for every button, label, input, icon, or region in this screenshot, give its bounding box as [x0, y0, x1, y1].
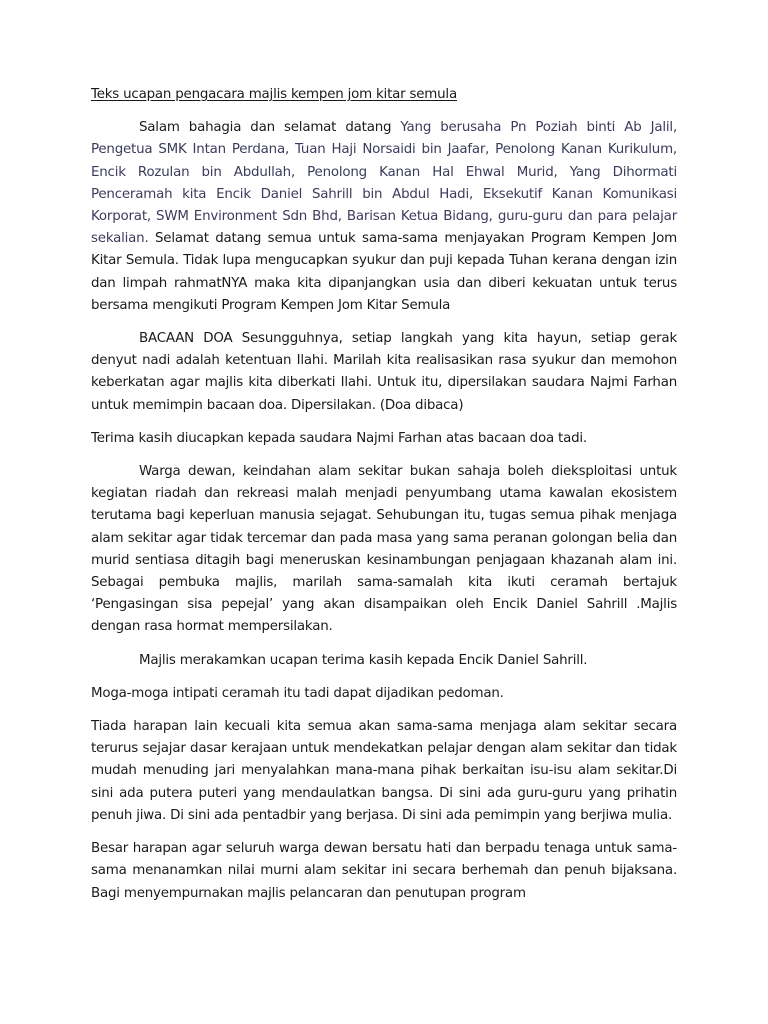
paragraph-alam-sekitar: Warga dewan, keindahan alam sekitar bukan sahaja boleh dieksploitasi untuk kegiatan riadah dan rekreasi malah menjadi penyumbang utama kawalan ekosistem terutama bagi keperluan manusia sejagat. Sehubungan itu, tugas semua pihak menjaga alam sekitar agar tidak tercemar dan pada masa yang sama peranan golongan belia dan murid sentiasa ditagih bagi meneruskan kesinambungan penjagaan khazanah alam ini. Sebagai pembuka majlis, marilah sama-samalah kita ikuti ceramah bertajuk ‘Pengasingan sisa pepejal’ yang akan disampaikan oleh Encik Daniel Sahrill .Majlis dengan rasa hormat mempersilakan.	[91, 464, 677, 635]
document-page	[91, 84, 677, 916]
paragraph-penutup: Besar harapan agar seluruh warga dewan bersatu hati dan berpadu tenaga untuk sama-sama menanamkan nilai murni alam sekitar ini secara berhemah dan penuh bijaksana. Bagi menyempurnakan majlis pelancaran dan penutupan program	[91, 841, 677, 901]
welcome-lead: Salam bahagia dan selamat datang	[139, 120, 401, 136]
paragraph-thanks-doa: Terima kasih diucapkan kepada saudara Najmi Farhan atas bacaan doa tadi.	[91, 430, 587, 446]
paragraph-harapan: Tiada harapan lain kecuali kita semua akan sama-sama menjaga alam sekitar secara terurus sejajar dasar kerajaan untuk mendekatkan pelajar dengan alam sekitar dan tidak mudah menuding jari menyalahkan mana-mana pihak berkaitan isu-isu alam sekitar.Di sini ada putera puteri yang mendaulatkan bangsa. Di sini ada guru-guru yang prihatin penuh jiwa. Di sini ada pentadbir yang berjasa. Di sini ada pemimpin yang berjiwa mulia.	[91, 719, 677, 823]
paragraph-welcome	[91, 117, 677, 317]
paragraph-pedoman: Moga-moga intipati ceramah itu tadi dapat dijadikan pedoman.	[91, 685, 504, 701]
document-title: Teks ucapan pengacara majlis kempen jom kitar semula	[91, 87, 457, 102]
paragraph-doa: BACAAN DOA Sesungguhnya, setiap langkah yang kita hayun, setiap gerak denyut nadi adalah ketentuan Ilahi. Marilah kita realisasikan rasa syukur dan memohon keberkatan agar majlis kita diberkati Ilahi. Untuk itu, dipersilakan saudara Najmi Farhan untuk memimpin bacaan doa. Dipersilakan. (Doa dibaca)	[91, 331, 677, 413]
paragraph-thanks-speaker: Majlis merakamkan ucapan terima kasih kepada Encik Daniel Sahrill.	[139, 652, 588, 668]
welcome-rest: Selamat datang semua untuk sama-sama menjayakan Program Kempen Jom Kitar Semula. Tidak lupa mengucapkan syukur dan puji kepada Tuhan kerana dengan izin dan limpah rahmatNYA maka kita dipanjangkan usia dan diberi kekuatan untuk terus bersama mengikuti Program Kempen Jom Kitar Semula	[91, 231, 677, 313]
guest-list: Yang berusaha Pn Poziah binti Ab Jalil, Pengetua SMK Intan Perdana, Tuan Haji Norsaidi bin Jaafar, Penolong Kanan Kurikulum, Encik Rozulan bin Abdullah, Penolong Kanan Hal Ehwal Murid, Yang Dihormati Penceramah kita Encik Daniel Sahrill bin Abdul Hadi, Eksekutif Kanan Komunikasi Korporat, SWM Environment Sdn Bhd, Barisan Ketua Bidang, guru-guru dan para pelajar sekalian.	[91, 120, 677, 247]
